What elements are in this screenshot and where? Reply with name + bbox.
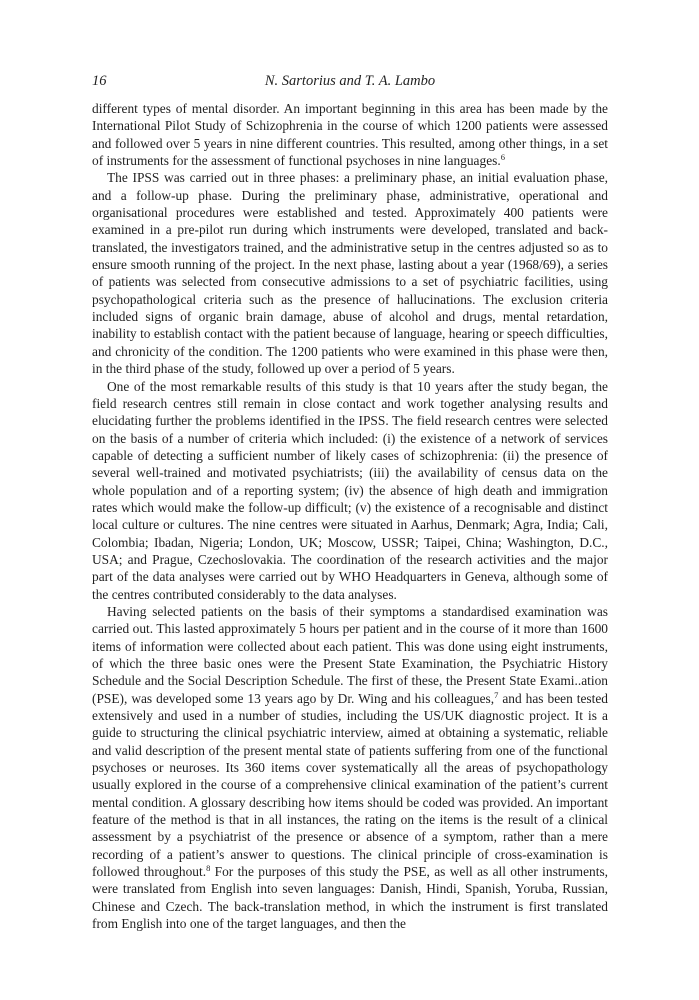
paragraph xyxy=(92,169,608,377)
paragraph xyxy=(92,603,608,933)
running-title: N. Sartorius and T. A. Lambo xyxy=(264,73,436,89)
body-text xyxy=(92,100,608,933)
paragraph-text: different types of mental disorder. An important beginning in this area has been made by the International Pilot Study of Schizophrenia in the course of which 1200 patients were assessed and followed over 5 years in nine different countries. This resulted, among other things, in a set of instruments for the assessment of functional psychoses in nine languages. xyxy=(92,101,608,169)
footnote-reference: 6 xyxy=(500,152,505,163)
paragraph-text: Having selected patients on the basis of their symptoms a standardised examination was carried out. This lasted approximately 5 hours per patient and in the course of it more than 1600 items of information were collected about each patient. This was done using eight instruments, of which the three basic ones were the Present State Examination, the Psychiatric History Schedule and the Social Description Schedule. The first of these, the Present State Exami..ation (PSE), was developed some 13 years ago by Dr. Wing and his colleagues, xyxy=(92,603,608,706)
paragraph-text: For the purposes of this study the PSE, as well as all other instruments, were translated from English into seven languages: Danish, Hindi, Spanish, Yoruba, Russian, Chinese and Czech. The back-translation method, in which the instrument is first translated from English into one of the target languages, and then the xyxy=(92,864,608,932)
paragraph-text: The IPSS was carried out in three phases: a preliminary phase, an initial evaluation phase, and a follow-up phase. During the preliminary phase, administrative, operational and organisational procedures were established and tested. Approximately 400 patients were examined in a pre-pilot run during which instruments were developed, translated and back-translated, the investigators trained, and the administrative setup in the centres adjusted so as to ensure smooth running of the project. In the next phase, lasting about a year (1968/69), a series of patients was selected from consecutive admissions to a set of psychiatric facilities, using psychopathological criteria such as the presence of hallucinations. The exclusion criteria included signs of organic brain damage, abuse of alcohol and drugs, mental retardation, inability to establish contact with the patient because of language, hearing or speech difficulties, and chronicity of the condition. The 1200 patients who were examined in this phase were then, in the third phase of the study, followed up over a period of 5 years. xyxy=(92,170,608,377)
running-head xyxy=(92,71,608,91)
paragraph xyxy=(92,378,608,603)
footnote-reference: 8 xyxy=(206,863,211,874)
page-number: 16 xyxy=(92,73,107,89)
paragraph xyxy=(92,100,608,169)
paragraph-text: One of the most remarkable results of this study is that 10 years after the study began, the field research centres still remain in close contact and work together analysing results and elucidating further the problems identified in the IPSS. The field research centres were selected on the basis of a number of criteria which included: (i) the existence of a network of services capable of detecting a sufficient number of likely cases of schizophrenia: (ii) the presence of several well-trained and motivated psychiatrists; (iii) the availability of census data on the whole population and of a reporting system; (iv) the absence of high death and immigration rates which would make the follow-up difficult; (v) the existence of a recognisable and distinct local culture or cultures. The nine centres were situated in Aarhus, Denmark; Agra, India; Cali, Colombia; Ibadan, Nigeria; London, UK; Moscow, USSR; Taipei, China; Washington, D.C., USA; and Prague, Czechoslovakia. The coordination of the research activities and the major part of the data analyses were carried out by WHO Headquarters in Geneva, although some of the centres contributed considerably to the data analyses. xyxy=(92,378,608,602)
paragraph-text: and has been tested extensively and used in a number of studies, including the US/UK diagnostic project. It is a guide to structuring the clinical psychiatric interview, aimed at obtaining a systematic, reliable and valid description of the present mental state of patients suffering from one of the functional psychoses or neuroses. Its 360 items cover systematically all the areas of psychopathology usually explored in the course of a comprehensive clinical examination of the patient’s current mental condition. A glossary describing how items should be coded was provided. An important feature of the method is that in all instances, the rating on the items is the result of a clinical assessment by a psychiatrist of the presence or absence of a symptom, rather than a mere recording of a patient’s answer to questions. The clinical principle of cross-examination is followed throughout. xyxy=(92,690,608,880)
footnote-reference: 7 xyxy=(494,689,499,700)
